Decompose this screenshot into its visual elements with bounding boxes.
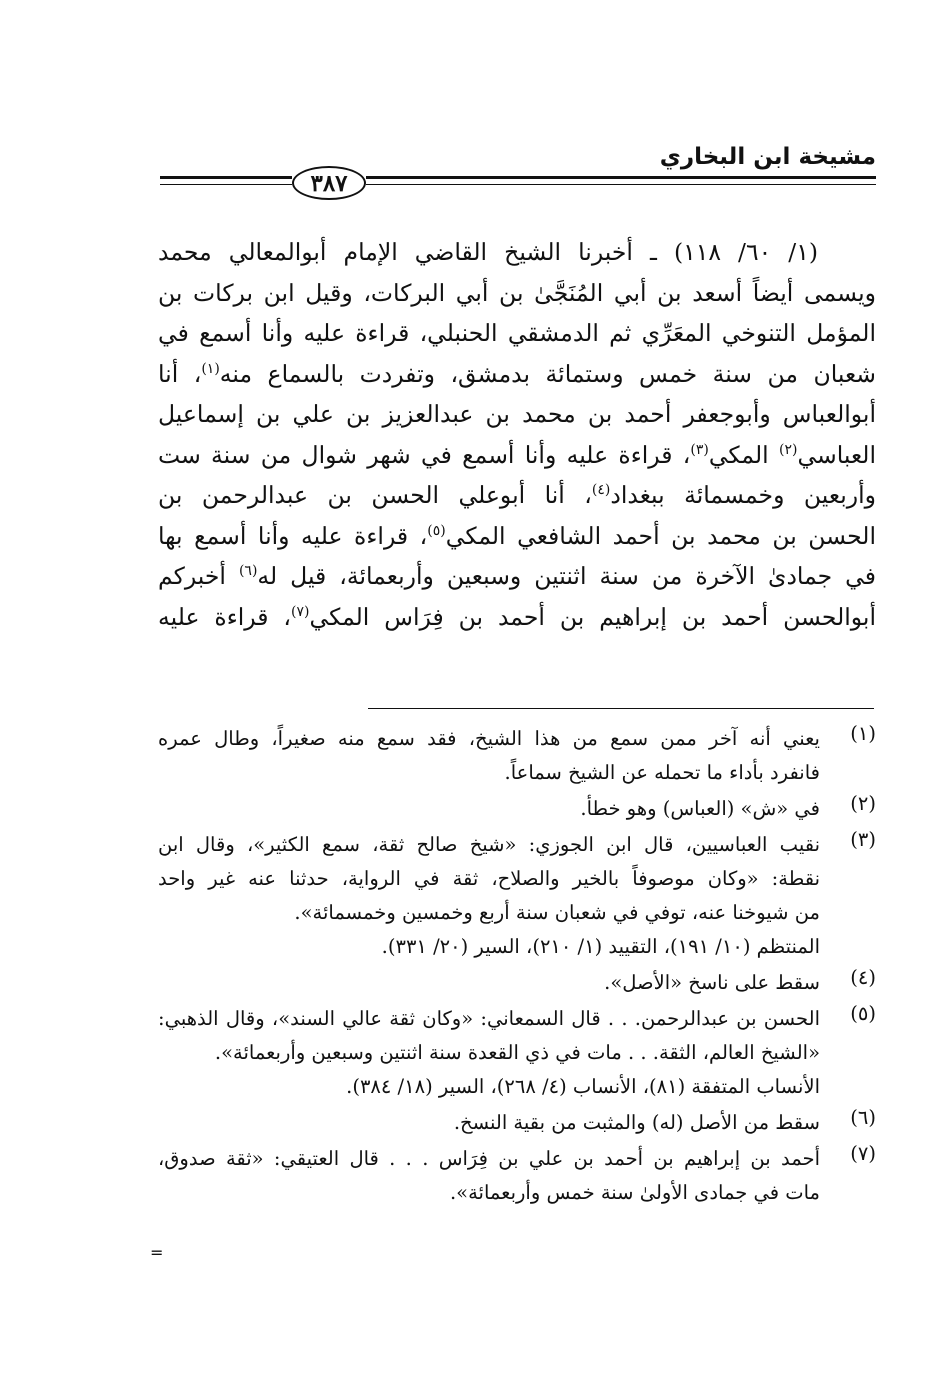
main-text [158, 232, 876, 637]
page-number: ٣٨٧ [292, 166, 366, 200]
main-line: المؤمل التنوخي المعَرِّي ثم الدمشقي الحنبلي، قراءة عليه وأنا أسمع في [158, 319, 876, 347]
footnote-3 [158, 828, 876, 964]
footnote-line: فانفرد بأداء ما تحمله عن الشيخ سماعاً. [504, 761, 820, 784]
footnote-4 [158, 966, 876, 1000]
footnote-number: (٢) [850, 792, 876, 815]
footnote-line: مات في جمادى الأولىٰ سنة خمس وأربعمائة». [449, 1181, 820, 1204]
footnote-line: في «ش» (العباس) وهو خطأ. [580, 797, 820, 820]
footnote-number: (١) [850, 722, 876, 745]
footnote-number: (٥) [850, 1002, 876, 1025]
main-line: الحسن بن محمد بن أحمد الشافعي المكي$^{(٥)}$، قراءة عليه وأنا أسمع بها [158, 521, 876, 550]
footnote-ref: (٤) [591, 482, 611, 499]
main-line: أبوالعباس وأبوجعفر أحمد بن محمد بن عبدالعزيز بن علي بن إسماعيل [158, 400, 876, 428]
footnote-number: (٦) [850, 1106, 876, 1129]
footnote-line: المنتظم (١٠/ ١٩١)، التقييد (١/ ٢١٠)، السير (٢٠/ ٣٣١). [381, 935, 820, 958]
book-title: مشيخة ابن البخاري [659, 144, 876, 170]
footnote-line: أحمد بن إبراهيم بن أحمد بن علي بن فِرَاس . . . قال العتيقي: «ثقة صدوق، [158, 1147, 820, 1170]
main-line: أبوالحسن أحمد بن إبراهيم بن أحمد بن فِرَاس المكي$^{(٧)}$، قراءة عليه [158, 602, 877, 631]
main-line: في جمادىٰ الآخرة من سنة اثنتين وسبعين وأربعمائة، قيل له$^{(٦)}$ أخبركم [158, 562, 876, 590]
footnote-line: «الشيخ العالم، الثقة. . . مات في ذي القعدة سنة اثنتين وسبعين وأربعمائة». [214, 1041, 820, 1064]
footnote-ref: (١) [201, 360, 220, 377]
footnote-7 [158, 1142, 876, 1210]
footnote-line: الحسن بن عبدالرحمن. . . قال السمعاني: «وكان ثقة عالي السند»، وقال الذهبي: [158, 1007, 820, 1030]
main-line: ويسمى أيضاً أسعد بن أبي المُنَجَّىٰ بن أبي البركات، وقيل ابن بركات بن [158, 278, 876, 307]
footnote-line: من شيوخنا عنه، توفي في شعبان سنة أربع وخمسين وخمسمائة». [294, 901, 820, 924]
page-marker: = [150, 1243, 164, 1262]
footnotes [158, 722, 876, 1210]
footnote-number: (٧) [850, 1142, 876, 1165]
header-rule-left [160, 176, 292, 185]
footnote-ref: (٣) [690, 441, 709, 458]
main-line: وأربعين وخمسمائة ببغداد$^{(٤)}$، أنا أبوعلي الحسن بن عبدالرحمن بن [158, 481, 876, 509]
footnote-ref: (٥) [427, 522, 446, 539]
footnote-divider [368, 708, 874, 709]
footnote-line: الأنساب المتفقة (٨١)، الأنساب (٤/ ٢٦٨)، السير (١٨/ ٣٨٤). [346, 1075, 820, 1098]
footnote-5 [158, 1002, 876, 1104]
footnote-ref: (٢) [778, 441, 798, 458]
footnote-line: يعني أنه آخر ممن سمع من هذا الشيخ، فقد سمع منه صغيراً، وطال عمره [158, 727, 820, 750]
main-line: العباسي$^{(٢)}$ المكي$^{(٣)}$، قراءة عليه وأنا أسمع في شهر شوال من سنة ست [158, 440, 876, 469]
footnote-ref: (٦) [238, 563, 258, 580]
footnote-line: نقطة: «وكان موصوفاً بالخير والصلاح، ثقة في الرواية، حدثنا عنه غير واحد [158, 867, 820, 890]
footnote-ref: (٧) [291, 603, 310, 620]
footnote-number: (٣) [850, 828, 876, 851]
main-line: (١/ ٦٠/ ١١٨) ـ أخبرنا الشيخ القاضي الإمام أبوالمعالي محمد [158, 238, 818, 266]
header-rule-right [366, 176, 876, 185]
footnote-2 [158, 792, 876, 826]
footnote-number: (٤) [850, 966, 876, 989]
footnote-line: سقط على ناسخ «الأصل». [604, 971, 820, 994]
footnote-line: سقط من الأصل (له) والمثبت من بقية النسخ. [453, 1111, 820, 1134]
footnote-1 [158, 722, 876, 790]
footnote-line: نقيب العباسيين، قال ابن الجوزي: «شيخ صالح ثقة، سمع الكثير»، وقال ابن [158, 833, 820, 856]
main-line: شعبان من سنة خمس وستمائة بدمشق، وتفردت بالسماع منه$^{(١)}$، أنا [158, 359, 876, 388]
page-header [150, 138, 876, 210]
footnote-6 [158, 1106, 876, 1140]
